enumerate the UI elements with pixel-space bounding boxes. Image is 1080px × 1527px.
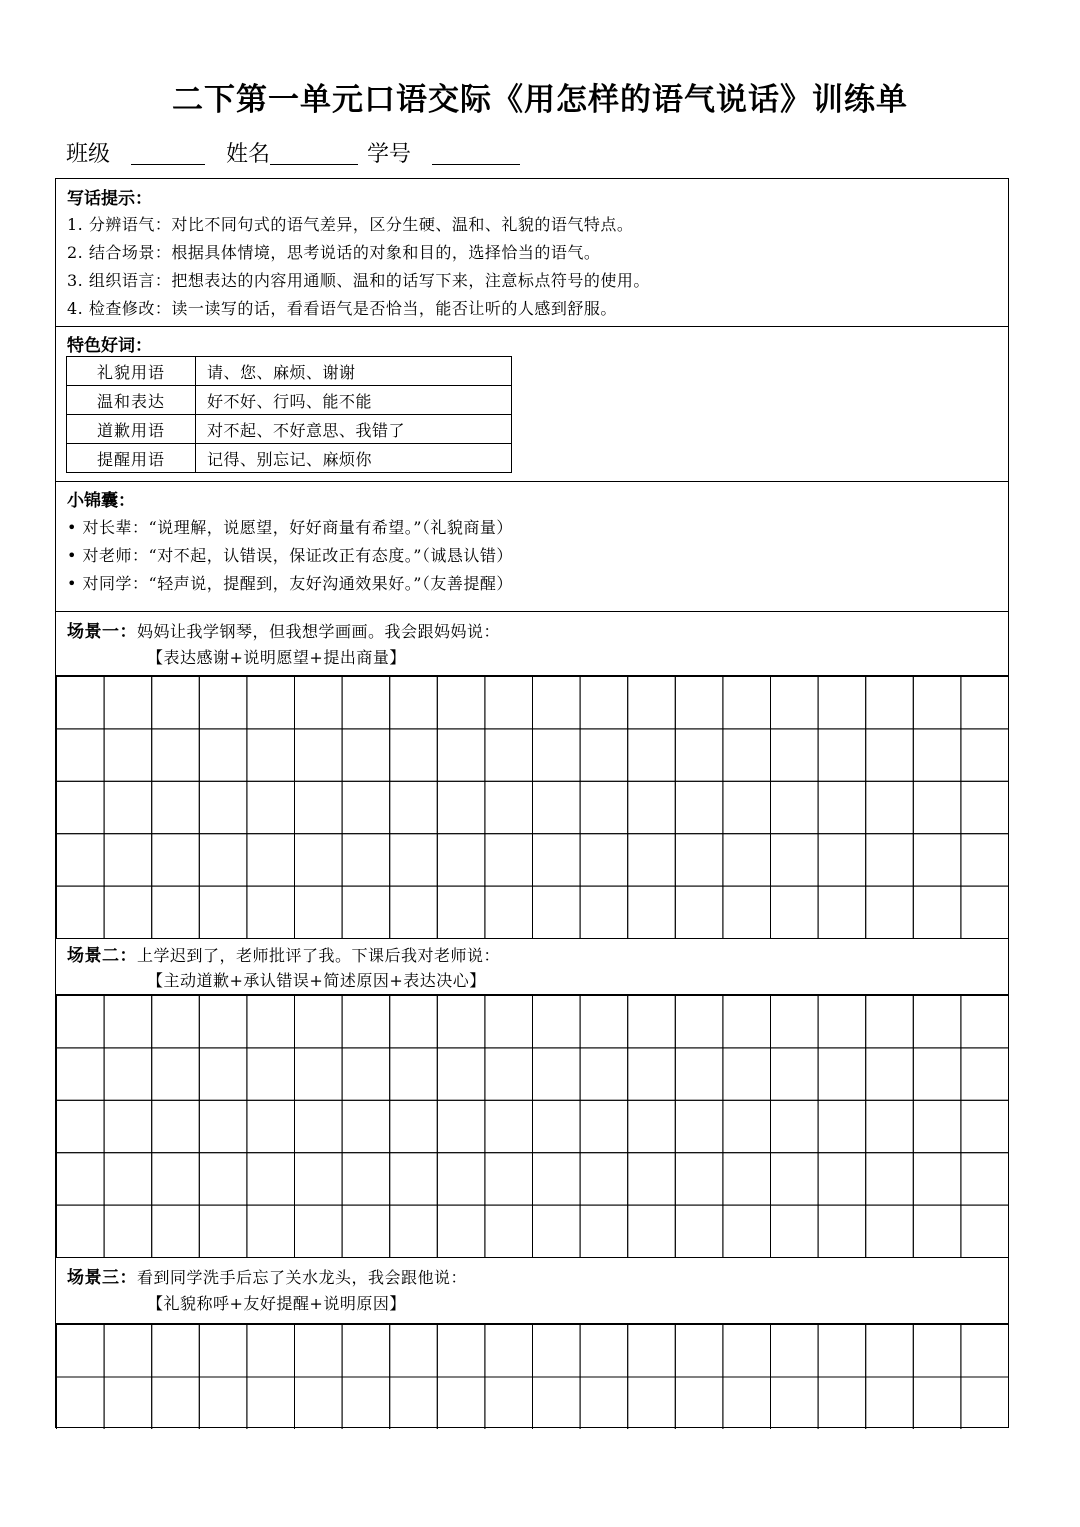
grid-cell[interactable]	[104, 996, 152, 1048]
grid-cell[interactable]	[771, 996, 819, 1048]
grid-cell[interactable]	[723, 1325, 771, 1378]
grid-cell[interactable]	[57, 677, 105, 729]
grid-cell[interactable]	[390, 1153, 438, 1205]
grid-cell[interactable]	[57, 834, 105, 886]
grid-cell[interactable]	[199, 677, 247, 729]
grid-cell[interactable]	[485, 1153, 533, 1205]
grid-cell[interactable]	[628, 1205, 676, 1257]
grid-cell[interactable]	[295, 996, 343, 1048]
grid-cell[interactable]	[199, 1205, 247, 1257]
grid-cell[interactable]	[580, 1048, 628, 1100]
grid-cell[interactable]	[342, 996, 390, 1048]
tip-item: 4. 检查修改：读一读写的话，看看语气是否恰当，能否让听的人感到舒服。	[67, 299, 617, 318]
grid-cell[interactable]	[342, 834, 390, 886]
grid-cell[interactable]	[437, 677, 485, 729]
grid-cell[interactable]	[723, 729, 771, 781]
grid-cell[interactable]	[961, 729, 1008, 781]
grid-cell[interactable]	[675, 1100, 723, 1152]
grid-cell[interactable]	[485, 1325, 533, 1378]
grid-cell[interactable]	[104, 1100, 152, 1152]
grid-cell[interactable]	[437, 781, 485, 833]
grid-cell[interactable]	[437, 1100, 485, 1152]
grid-cell[interactable]	[342, 1048, 390, 1100]
grid-cell[interactable]	[866, 1325, 914, 1378]
tips-section	[56, 179, 1008, 327]
grid-cell[interactable]	[961, 1205, 1008, 1257]
grid-cell[interactable]	[961, 1100, 1008, 1152]
grid-cell[interactable]	[771, 834, 819, 886]
tip-item: 2. 结合场景：根据具体情境，思考说话的对象和目的，选择恰当的语气。	[67, 243, 601, 262]
grid-cell[interactable]	[675, 1205, 723, 1257]
grid-cell[interactable]	[675, 729, 723, 781]
grid-cell[interactable]	[295, 1325, 343, 1378]
scene-3-prompt	[56, 1257, 1008, 1324]
grid-cell[interactable]	[199, 1100, 247, 1152]
grid-cell[interactable]	[390, 1100, 438, 1152]
grid-cell[interactable]	[390, 1205, 438, 1257]
grid-cell[interactable]	[247, 1048, 295, 1100]
name-label: 姓名	[226, 142, 271, 167]
grid-cell[interactable]	[247, 834, 295, 886]
grid-cell[interactable]	[485, 781, 533, 833]
grid-cell[interactable]	[57, 1205, 105, 1257]
grid-cell[interactable]	[342, 1100, 390, 1152]
vocab-section	[56, 327, 1008, 482]
grid-cell[interactable]	[390, 834, 438, 886]
grid-cell[interactable]	[390, 1377, 438, 1429]
grid-cell[interactable]	[247, 677, 295, 729]
grid-cell[interactable]	[295, 1205, 343, 1257]
grid-cell[interactable]	[580, 677, 628, 729]
grid-cell[interactable]	[913, 1325, 961, 1378]
grid-cell[interactable]	[913, 1153, 961, 1205]
grid-cell[interactable]	[675, 996, 723, 1048]
grid-cell[interactable]	[104, 781, 152, 833]
grid-cell[interactable]	[961, 781, 1008, 833]
tips-heading: 写话提示：	[67, 189, 152, 209]
tricks-section	[56, 482, 1008, 612]
grid-cell[interactable]	[199, 1325, 247, 1378]
grid-cell[interactable]	[342, 677, 390, 729]
table-row	[67, 357, 512, 386]
grid-cell[interactable]	[580, 1325, 628, 1378]
grid-cell[interactable]	[580, 1153, 628, 1205]
grid-cell[interactable]	[57, 1100, 105, 1152]
grid-cell[interactable]	[104, 729, 152, 781]
vocab-category: 道歉用语	[67, 415, 196, 444]
grid-cell[interactable]	[628, 677, 676, 729]
table-row	[67, 386, 512, 415]
grid-cell[interactable]	[723, 834, 771, 886]
grid-cell[interactable]	[580, 996, 628, 1048]
grid-cell[interactable]	[199, 996, 247, 1048]
grid-cell[interactable]	[199, 1048, 247, 1100]
grid-cell[interactable]	[771, 1205, 819, 1257]
grid-cell[interactable]	[104, 1205, 152, 1257]
grid-cell[interactable]	[818, 1048, 866, 1100]
grid-cell[interactable]	[199, 1153, 247, 1205]
vocab-words: 好不好、行吗、能不能	[196, 386, 512, 415]
grid-cell[interactable]	[628, 1377, 676, 1429]
grid-cell[interactable]	[771, 1100, 819, 1152]
grid-cell[interactable]	[961, 1377, 1008, 1429]
number-label: 学号	[367, 142, 412, 167]
grid-cell[interactable]	[675, 834, 723, 886]
grid-cell[interactable]	[580, 886, 628, 938]
grid-cell[interactable]	[485, 834, 533, 886]
grid-cell[interactable]	[771, 886, 819, 938]
scene-prompt: 妈妈让我学钢琴，但我想学画画。我会跟妈妈说：	[137, 622, 501, 641]
grid-cell[interactable]	[247, 1100, 295, 1152]
grid-cell[interactable]	[152, 1153, 200, 1205]
grid-cell[interactable]	[104, 834, 152, 886]
grid-cell[interactable]	[295, 1048, 343, 1100]
grid-cell[interactable]	[675, 1325, 723, 1378]
grid-cell[interactable]	[913, 1048, 961, 1100]
grid-cell[interactable]	[628, 1325, 676, 1378]
scene-label: 场景三：	[67, 1268, 137, 1288]
grid-cell[interactable]	[723, 781, 771, 833]
grid-cell[interactable]	[485, 996, 533, 1048]
grid-cell[interactable]	[580, 729, 628, 781]
grid-cell[interactable]	[818, 1100, 866, 1152]
grid-cell[interactable]	[485, 886, 533, 938]
grid-cell[interactable]	[247, 996, 295, 1048]
vocab-words: 请、您、麻烦、谢谢	[196, 357, 512, 386]
grid-cell[interactable]	[723, 886, 771, 938]
grid-cell[interactable]	[961, 996, 1008, 1048]
grid-cell[interactable]	[771, 677, 819, 729]
scene-hint: 【主动道歉+承认错误+简述原因+表达决心】	[147, 971, 486, 990]
grid-cell[interactable]	[771, 1153, 819, 1205]
grid-cell[interactable]	[104, 886, 152, 938]
scene-hint: 【表达感谢+说明愿望+提出商量】	[147, 648, 406, 667]
trick-item: • 对老师：“对不起，认错误，保证改正有态度。”（诚恳认错）	[67, 546, 513, 565]
grid-cell[interactable]	[485, 1048, 533, 1100]
grid-cell[interactable]	[57, 729, 105, 781]
grid-cell[interactable]	[57, 1153, 105, 1205]
grid-cell[interactable]	[295, 1100, 343, 1152]
grid-cell[interactable]	[437, 1205, 485, 1257]
grid-cell[interactable]	[247, 1325, 295, 1378]
grid-cell[interactable]	[628, 834, 676, 886]
grid-cell[interactable]	[961, 834, 1008, 886]
grid-cell[interactable]	[533, 1153, 581, 1205]
trick-item: • 对同学：“轻声说，提醒到，友好沟通效果好。”（友善提醒）	[67, 574, 513, 593]
grid-cell[interactable]	[961, 1048, 1008, 1100]
grid-cell[interactable]	[628, 886, 676, 938]
grid-cell[interactable]	[152, 1377, 200, 1429]
grid-cell[interactable]	[818, 677, 866, 729]
grid-cell[interactable]	[533, 1205, 581, 1257]
grid-cell[interactable]	[152, 781, 200, 833]
grid-cell[interactable]	[295, 1153, 343, 1205]
scene-2-prompt	[56, 938, 1008, 995]
grid-cell[interactable]	[580, 834, 628, 886]
grid-cell[interactable]	[675, 886, 723, 938]
grid-cell[interactable]	[342, 781, 390, 833]
grid-cell[interactable]	[913, 886, 961, 938]
grid-cell[interactable]	[913, 781, 961, 833]
grid-cell[interactable]	[247, 1377, 295, 1429]
grid-cell[interactable]	[342, 1205, 390, 1257]
grid-cell[interactable]	[675, 677, 723, 729]
grid-cell[interactable]	[675, 1153, 723, 1205]
grid-cell[interactable]	[390, 729, 438, 781]
grid-cell[interactable]	[533, 729, 581, 781]
grid-cell[interactable]	[152, 1325, 200, 1378]
grid-cell[interactable]	[628, 1048, 676, 1100]
grid-cell[interactable]	[342, 886, 390, 938]
scene-1-prompt	[56, 612, 1008, 676]
grid-cell[interactable]	[485, 1100, 533, 1152]
grid-cell[interactable]	[437, 1153, 485, 1205]
grid-cell[interactable]	[437, 729, 485, 781]
grid-cell[interactable]	[57, 1048, 105, 1100]
grid-cell[interactable]	[57, 781, 105, 833]
grid-cell[interactable]	[199, 781, 247, 833]
grid-cell[interactable]	[723, 1048, 771, 1100]
grid-cell[interactable]	[723, 1153, 771, 1205]
grid-cell[interactable]	[818, 1325, 866, 1378]
grid-cell[interactable]	[247, 886, 295, 938]
trick-item: • 对长辈：“说理解，说愿望，好好商量有希望。”（礼貌商量）	[67, 518, 513, 537]
grid-cell[interactable]	[533, 1048, 581, 1100]
grid-cell[interactable]	[866, 886, 914, 938]
grid-cell[interactable]	[913, 996, 961, 1048]
vocab-table	[66, 356, 512, 473]
grid-cell[interactable]	[152, 1205, 200, 1257]
grid-cell[interactable]	[866, 1048, 914, 1100]
grid-cell[interactable]	[247, 781, 295, 833]
table-row	[67, 415, 512, 444]
grid-cell[interactable]	[771, 729, 819, 781]
grid-cell[interactable]	[866, 677, 914, 729]
grid-cell[interactable]	[152, 1048, 200, 1100]
grid-cell[interactable]	[342, 1153, 390, 1205]
grid-cell[interactable]	[723, 677, 771, 729]
grid-cell[interactable]	[818, 781, 866, 833]
tricks-heading: 小锦囊：	[67, 491, 135, 511]
grid-cell[interactable]	[390, 1048, 438, 1100]
grid-cell[interactable]	[675, 781, 723, 833]
name-blank[interactable]	[270, 142, 358, 165]
grid-cell[interactable]	[818, 834, 866, 886]
grid-cell[interactable]	[913, 1100, 961, 1152]
grid-cell[interactable]	[913, 677, 961, 729]
grid-cell[interactable]	[152, 677, 200, 729]
class-blank[interactable]	[131, 142, 205, 165]
grid-cell[interactable]	[723, 1205, 771, 1257]
grid-cell[interactable]	[866, 1205, 914, 1257]
grid-cell[interactable]	[723, 1377, 771, 1429]
grid-cell[interactable]	[342, 1377, 390, 1429]
grid-cell[interactable]	[390, 996, 438, 1048]
grid-cell[interactable]	[485, 1205, 533, 1257]
grid-cell[interactable]	[295, 1377, 343, 1429]
student-info	[66, 137, 520, 168]
tip-item: 3. 组织语言：把想表达的内容用通顺、温和的话写下来，注意标点符号的使用。	[67, 271, 650, 290]
grid-cell[interactable]	[437, 1377, 485, 1429]
vocab-category: 温和表达	[67, 386, 196, 415]
grid-cell[interactable]	[390, 677, 438, 729]
grid-cell[interactable]	[199, 729, 247, 781]
grid-cell[interactable]	[104, 1048, 152, 1100]
vocab-words: 记得、别忘记、麻烦你	[196, 444, 512, 473]
vocab-category: 提醒用语	[67, 444, 196, 473]
grid-cell[interactable]	[152, 1100, 200, 1152]
grid-cell[interactable]	[533, 781, 581, 833]
grid-cell[interactable]	[295, 677, 343, 729]
grid-cell[interactable]	[818, 886, 866, 938]
grid-cell[interactable]	[104, 677, 152, 729]
grid-cell[interactable]	[247, 1153, 295, 1205]
grid-cell[interactable]	[913, 1205, 961, 1257]
grid-cell[interactable]	[818, 729, 866, 781]
writing-grid[interactable]	[56, 995, 1008, 1257]
vocab-category: 礼貌用语	[67, 357, 196, 386]
grid-cell[interactable]	[437, 834, 485, 886]
grid-cell[interactable]	[342, 1325, 390, 1378]
grid-cell[interactable]	[961, 886, 1008, 938]
scene-label: 场景二：	[67, 946, 137, 966]
grid-cell[interactable]	[580, 1205, 628, 1257]
grid-cell[interactable]	[437, 1325, 485, 1378]
grid-cell[interactable]	[675, 1048, 723, 1100]
grid-cell[interactable]	[628, 996, 676, 1048]
grid-cell[interactable]	[533, 1325, 581, 1378]
grid-cell[interactable]	[57, 886, 105, 938]
scene-prompt: 上学迟到了，老师批评了我。下课后我对老师说：	[137, 946, 501, 965]
grid-cell[interactable]	[104, 1153, 152, 1205]
grid-cell[interactable]	[723, 1100, 771, 1152]
grid-cell[interactable]	[533, 1100, 581, 1152]
grid-cell[interactable]	[866, 996, 914, 1048]
grid-cell[interactable]	[57, 1377, 105, 1429]
grid-cell[interactable]	[485, 677, 533, 729]
page-title: 二下第一单元口语交际《用怎样的语气说话》训练单	[172, 82, 908, 118]
grid-cell[interactable]	[866, 834, 914, 886]
scene-prompt: 看到同学洗手后忘了关水龙头，我会跟他说：	[137, 1268, 468, 1287]
grid-cell[interactable]	[771, 1325, 819, 1378]
grid-cell[interactable]	[818, 1205, 866, 1257]
grid-cell[interactable]	[818, 1377, 866, 1429]
tip-item: 1. 分辨语气：对比不同句式的语气差异，区分生硬、温和、礼貌的语气特点。	[67, 215, 634, 234]
grid-cell[interactable]	[533, 834, 581, 886]
grid-cell[interactable]	[390, 1325, 438, 1378]
grid-cell[interactable]	[390, 781, 438, 833]
vocab-heading: 特色好词：	[67, 336, 152, 356]
grid-cell[interactable]	[104, 1377, 152, 1429]
scene-label: 场景一：	[67, 622, 137, 642]
grid-cell[interactable]	[152, 834, 200, 886]
writing-grid[interactable]	[56, 1324, 1008, 1429]
grid-cell[interactable]	[628, 1153, 676, 1205]
grid-cell[interactable]	[295, 834, 343, 886]
grid-cell[interactable]	[342, 729, 390, 781]
grid-cell[interactable]	[628, 729, 676, 781]
grid-cell[interactable]	[580, 781, 628, 833]
grid-cell[interactable]	[913, 834, 961, 886]
grid-cell[interactable]	[961, 1325, 1008, 1378]
grid-cell[interactable]	[771, 781, 819, 833]
grid-cell[interactable]	[580, 1100, 628, 1152]
grid-cell[interactable]	[437, 996, 485, 1048]
grid-cell[interactable]	[247, 729, 295, 781]
grid-cell[interactable]	[866, 1153, 914, 1205]
grid-cell[interactable]	[533, 886, 581, 938]
grid-cell[interactable]	[199, 886, 247, 938]
grid-cell[interactable]	[437, 886, 485, 938]
grid-cell[interactable]	[199, 834, 247, 886]
grid-cell[interactable]	[961, 677, 1008, 729]
class-label: 班级	[66, 142, 111, 167]
grid-cell[interactable]	[57, 996, 105, 1048]
grid-cell[interactable]	[152, 996, 200, 1048]
grid-cell[interactable]	[723, 996, 771, 1048]
grid-cell[interactable]	[866, 781, 914, 833]
grid-cell[interactable]	[247, 1205, 295, 1257]
grid-cell[interactable]	[437, 1048, 485, 1100]
number-blank[interactable]	[432, 142, 520, 165]
grid-cell[interactable]	[295, 729, 343, 781]
grid-cell[interactable]	[628, 781, 676, 833]
writing-grid[interactable]	[56, 676, 1008, 938]
grid-cell[interactable]	[390, 886, 438, 938]
grid-cell[interactable]	[533, 1377, 581, 1429]
grid-cell[interactable]	[152, 729, 200, 781]
grid-cell[interactable]	[485, 729, 533, 781]
grid-cell[interactable]	[295, 781, 343, 833]
grid-cell[interactable]	[818, 996, 866, 1048]
grid-cell[interactable]	[913, 729, 961, 781]
grid-cell[interactable]	[295, 886, 343, 938]
grid-cell[interactable]	[199, 1377, 247, 1429]
grid-cell[interactable]	[771, 1048, 819, 1100]
grid-cell[interactable]	[866, 1377, 914, 1429]
grid-cell[interactable]	[961, 1153, 1008, 1205]
grid-cell[interactable]	[818, 1153, 866, 1205]
grid-cell[interactable]	[57, 1325, 105, 1378]
grid-cell[interactable]	[152, 886, 200, 938]
worksheet	[55, 178, 1009, 1428]
vocab-words: 对不起、不好意思、我错了	[196, 415, 512, 444]
grid-cell[interactable]	[104, 1325, 152, 1378]
grid-cell[interactable]	[771, 1377, 819, 1429]
grid-cell[interactable]	[533, 996, 581, 1048]
grid-cell[interactable]	[628, 1100, 676, 1152]
scene-hint: 【礼貌称呼+友好提醒+说明原因】	[147, 1294, 406, 1313]
grid-cell[interactable]	[675, 1377, 723, 1429]
table-row	[67, 444, 512, 473]
grid-cell[interactable]	[533, 677, 581, 729]
grid-cell[interactable]	[580, 1377, 628, 1429]
grid-cell[interactable]	[866, 1100, 914, 1152]
grid-cell[interactable]	[913, 1377, 961, 1429]
grid-cell[interactable]	[485, 1377, 533, 1429]
grid-cell[interactable]	[866, 729, 914, 781]
